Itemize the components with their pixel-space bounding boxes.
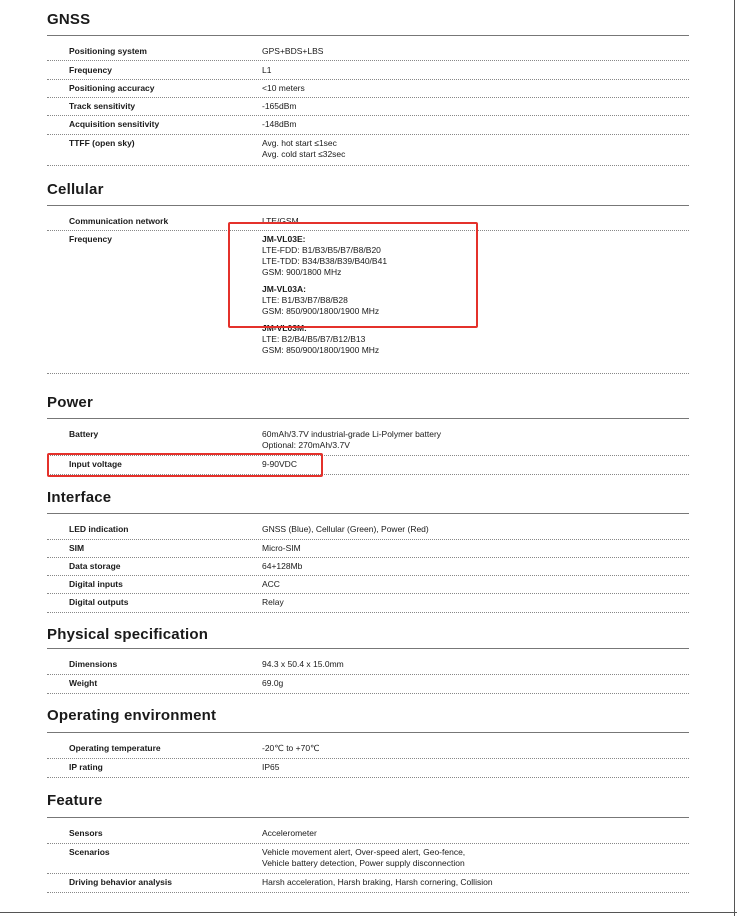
value-line: Vehicle battery detection, Power supply disconnection bbox=[262, 858, 465, 868]
variant-line: GSM: 850/900/1800/1900 MHz bbox=[262, 306, 380, 316]
spec-row-driving-behavior bbox=[47, 873, 689, 893]
spec-value bbox=[262, 429, 441, 451]
spec-label: SIM bbox=[69, 543, 85, 553]
spec-value: <10 meters bbox=[262, 83, 305, 93]
spec-row-data-storage bbox=[47, 557, 689, 576]
section-rule-cellular bbox=[47, 205, 689, 206]
value-line: Optional: 270mAh/3.7V bbox=[262, 440, 350, 450]
spec-value: 64+128Mb bbox=[262, 561, 303, 571]
spec-label: Data storage bbox=[69, 561, 121, 571]
spec-label: Battery bbox=[69, 429, 99, 439]
section-title-power: Power bbox=[47, 394, 94, 411]
spec-label: Track sensitivity bbox=[69, 101, 136, 111]
spec-label: Driving behavior analysis bbox=[69, 877, 172, 887]
variant-line: GSM: 900/1800 MHz bbox=[262, 267, 342, 277]
spec-value: L1 bbox=[262, 65, 272, 75]
variant-line: LTE: B2/B4/B5/B7/B12/B13 bbox=[262, 334, 366, 344]
highlight-box-cellular-frequency bbox=[228, 222, 478, 328]
spec-label: Acquisition sensitivity bbox=[69, 119, 160, 129]
section-title-feature: Feature bbox=[47, 792, 103, 809]
spec-row-digital-outputs bbox=[47, 593, 689, 613]
variant-model: JM-VL03A: bbox=[262, 284, 306, 294]
spec-row-positioning-accuracy bbox=[47, 79, 689, 98]
spec-label: Digital outputs bbox=[69, 597, 129, 607]
spec-value: 9-90VDC bbox=[262, 459, 297, 469]
spec-value: LTE/GSM bbox=[262, 216, 299, 226]
spec-label: Communication network bbox=[69, 216, 169, 226]
spec-label: Operating temperature bbox=[69, 743, 161, 753]
spec-value: -20℃ to +70℃ bbox=[262, 743, 320, 753]
spec-row-scenarios bbox=[47, 843, 689, 874]
section-title-gnss: GNSS bbox=[47, 11, 91, 28]
spec-label: Scenarios bbox=[69, 847, 110, 857]
variant-line: GSM: 850/900/1800/1900 MHz bbox=[262, 345, 380, 355]
variant-line: LTE: B1/B3/B7/B8/B28 bbox=[262, 295, 348, 305]
variant-line: LTE-FDD: B1/B3/B5/B7/B8/B20 bbox=[262, 245, 381, 255]
spec-row-digital-inputs bbox=[47, 575, 689, 594]
value-line: Avg. hot start ≤1sec bbox=[262, 138, 337, 148]
spec-label: Positioning accuracy bbox=[69, 83, 155, 93]
section-rule-feature bbox=[47, 817, 689, 818]
spec-value: Micro-SIM bbox=[262, 543, 301, 553]
spec-row-weight bbox=[47, 674, 689, 694]
section-rule-operating bbox=[47, 732, 689, 733]
section-title-interface: Interface bbox=[47, 489, 112, 506]
section-title-cellular: Cellular bbox=[47, 181, 104, 198]
spec-value: ACC bbox=[262, 579, 280, 589]
variant-model: JM-VL03M: bbox=[262, 323, 307, 333]
variant-model: JM-VL03E: bbox=[262, 234, 306, 244]
spec-value bbox=[262, 138, 345, 160]
spec-row-battery bbox=[47, 425, 689, 456]
spec-row-sim bbox=[47, 539, 689, 558]
page-edge-bottom bbox=[0, 912, 737, 913]
spec-value: Relay bbox=[262, 597, 284, 607]
spec-row-track-sensitivity bbox=[47, 97, 689, 116]
spec-row-led-indication bbox=[47, 520, 689, 540]
spec-value: 94.3 x 50.4 x 15.0mm bbox=[262, 659, 344, 669]
page-edge-right bbox=[734, 0, 735, 916]
spec-value: Accelerometer bbox=[262, 828, 317, 838]
spec-row-positioning-system bbox=[47, 42, 689, 61]
spec-row-ip-rating bbox=[47, 758, 689, 778]
spec-row-dimensions bbox=[47, 655, 689, 675]
spec-row-ttff bbox=[47, 134, 689, 166]
section-rule-physical bbox=[47, 648, 689, 649]
spec-value bbox=[262, 847, 465, 869]
spec-label: IP rating bbox=[69, 762, 103, 772]
highlight-box-input-voltage bbox=[47, 453, 323, 477]
spec-value: GPS+BDS+LBS bbox=[262, 46, 324, 56]
section-rule-interface bbox=[47, 513, 689, 514]
variant-line: LTE-TDD: B34/B38/B39/B40/B41 bbox=[262, 256, 388, 266]
spec-label: Frequency bbox=[69, 234, 112, 244]
spec-value: -165dBm bbox=[262, 101, 297, 111]
spec-value: IP65 bbox=[262, 762, 280, 772]
value-line: Avg. cold start ≤32sec bbox=[262, 149, 346, 159]
value-line: Vehicle movement alert, Over-speed alert, Geo-fence, bbox=[262, 847, 466, 857]
section-title-operating: Operating environment bbox=[47, 707, 217, 724]
spec-label: Positioning system bbox=[69, 46, 147, 56]
spec-label: LED indication bbox=[69, 524, 129, 534]
section-rule-gnss bbox=[47, 35, 689, 36]
spec-label: Input voltage bbox=[69, 459, 122, 469]
spec-label: Frequency bbox=[69, 65, 112, 75]
spec-row-acquisition-sensitivity bbox=[47, 115, 689, 135]
spec-value: 69.0g bbox=[262, 678, 284, 688]
spec-row-sensors bbox=[47, 824, 689, 844]
spec-row-operating-temperature bbox=[47, 739, 689, 759]
spec-row-gnss-frequency bbox=[47, 61, 689, 80]
section-title-physical: Physical specification bbox=[47, 626, 209, 643]
spec-label: Digital inputs bbox=[69, 579, 123, 589]
value-line: 60mAh/3.7V industrial-grade Li-Polymer battery bbox=[262, 429, 442, 439]
spec-label: Weight bbox=[69, 678, 98, 688]
spec-label: Sensors bbox=[69, 828, 103, 838]
spec-value: GNSS (Blue), Cellular (Green), Power (Red) bbox=[262, 524, 429, 534]
section-rule-power bbox=[47, 418, 689, 419]
spec-value: -148dBm bbox=[262, 119, 297, 129]
spec-label: Dimensions bbox=[69, 659, 118, 669]
spec-label: TTFF (open sky) bbox=[69, 138, 135, 148]
spec-value: Harsh acceleration, Harsh braking, Harsh cornering, Collision bbox=[262, 877, 493, 887]
